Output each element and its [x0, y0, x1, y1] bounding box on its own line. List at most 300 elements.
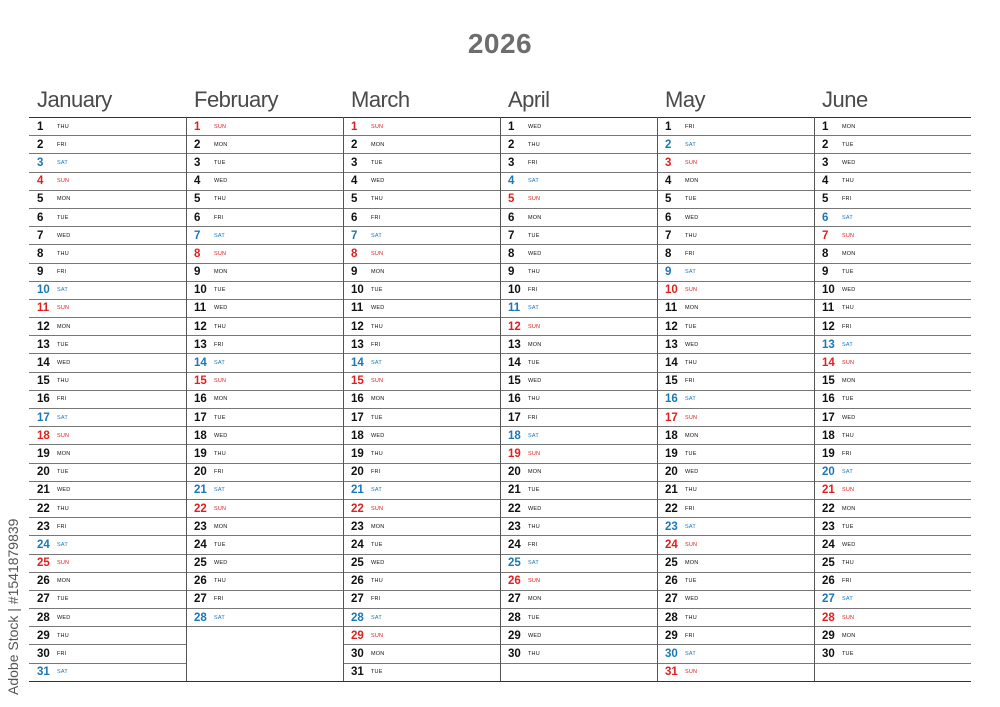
day-row [343, 464, 500, 482]
day-row [814, 154, 971, 172]
day-row [814, 173, 971, 191]
day-row [500, 445, 657, 463]
day-of-week: SUN [842, 487, 855, 494]
day-number: 9 [351, 266, 358, 279]
day-number: 18 [351, 429, 364, 442]
day-number: 7 [37, 229, 44, 242]
day-of-week: WED [214, 560, 228, 567]
day-row [29, 282, 186, 300]
day-row [186, 500, 343, 518]
day-number: 6 [194, 211, 201, 224]
day-row [814, 427, 971, 445]
day-number: 31 [351, 666, 364, 679]
day-row [814, 445, 971, 463]
day-of-week: THU [528, 141, 540, 148]
day-row [657, 336, 814, 354]
day-of-week: FRI [685, 250, 695, 257]
day-number: 28 [822, 611, 835, 624]
day-row [186, 227, 343, 245]
day-number: 5 [508, 193, 515, 206]
day-number: 30 [822, 648, 835, 661]
day-of-week: TUE [57, 469, 69, 476]
day-number: 19 [351, 447, 364, 460]
day-of-week: THU [214, 578, 226, 585]
day-number: 25 [508, 557, 521, 570]
day-number: 9 [37, 266, 44, 279]
day-row [186, 336, 343, 354]
day-row [29, 591, 186, 609]
day-row [343, 191, 500, 209]
day-of-week: SUN [371, 250, 384, 257]
day-number: 26 [37, 575, 50, 588]
day-number: 12 [665, 320, 678, 333]
day-number: 21 [665, 484, 678, 497]
day-row [343, 427, 500, 445]
day-of-week: SAT [214, 360, 225, 367]
day-row [814, 136, 971, 154]
month-name: May [665, 87, 706, 112]
day-of-week: MON [842, 123, 856, 130]
day-number: 16 [822, 393, 835, 406]
day-of-week: TUE [685, 323, 697, 330]
day-of-week: MON [57, 323, 71, 330]
day-number: 10 [37, 284, 50, 297]
day-of-week: FRI [57, 141, 67, 148]
day-number: 28 [37, 611, 50, 624]
day-number: 15 [351, 375, 364, 388]
day-row [500, 555, 657, 573]
day-row [186, 300, 343, 318]
day-of-week: FRI [842, 196, 852, 203]
day-of-week: WED [371, 560, 385, 567]
day-of-week: SAT [842, 469, 853, 476]
day-row [500, 282, 657, 300]
day-of-week: THU [842, 178, 854, 185]
day-row [814, 354, 971, 372]
day-number: 15 [194, 375, 207, 388]
day-number: 20 [194, 466, 207, 479]
day-number: 2 [508, 138, 515, 151]
day-row [657, 645, 814, 663]
day-of-week: TUE [214, 287, 226, 294]
day-number: 4 [508, 175, 515, 188]
day-of-week: SUN [57, 432, 70, 439]
day-number: 7 [351, 229, 358, 242]
day-of-week: SUN [214, 123, 227, 130]
day-row [186, 354, 343, 372]
day-of-week: SUN [214, 505, 227, 512]
day-row [657, 136, 814, 154]
day-of-week: FRI [214, 341, 224, 348]
day-of-week: SAT [57, 159, 68, 166]
day-of-week: WED [57, 487, 71, 494]
day-of-week: THU [685, 360, 697, 367]
day-row [343, 154, 500, 172]
column-divider [814, 117, 815, 681]
day-of-week: SAT [842, 596, 853, 603]
day-of-week: TUE [371, 414, 383, 421]
day-of-week: TUE [528, 614, 540, 621]
day-number: 10 [194, 284, 207, 297]
month-name: January [37, 87, 112, 112]
column-divider [186, 117, 187, 681]
day-row [186, 373, 343, 391]
day-of-week: WED [685, 596, 699, 603]
day-number: 1 [665, 120, 672, 133]
day-of-week: FRI [528, 287, 538, 294]
day-row [500, 300, 657, 318]
day-number: 2 [665, 138, 672, 151]
day-of-week: TUE [528, 232, 540, 239]
month-column-march [343, 87, 500, 683]
day-number: 6 [822, 211, 829, 224]
day-row [343, 518, 500, 536]
day-of-week: SUN [842, 360, 855, 367]
day-of-week: MON [214, 396, 228, 403]
day-number: 16 [194, 393, 207, 406]
day-number: 11 [665, 302, 678, 315]
day-number: 8 [665, 247, 672, 260]
day-list [29, 117, 186, 682]
day-number: 24 [37, 538, 50, 551]
day-row [29, 409, 186, 427]
day-row [500, 118, 657, 136]
day-number: 8 [508, 247, 515, 260]
day-number: 18 [822, 429, 835, 442]
day-of-week: TUE [371, 159, 383, 166]
day-of-week: THU [57, 378, 69, 385]
day-of-week: WED [371, 432, 385, 439]
day-number: 15 [508, 375, 521, 388]
day-row [657, 482, 814, 500]
day-row [186, 136, 343, 154]
day-row [500, 173, 657, 191]
day-number: 22 [508, 502, 521, 515]
day-number: 22 [194, 502, 207, 515]
day-number: 12 [194, 320, 207, 333]
day-number: 18 [37, 429, 50, 442]
day-row [343, 227, 500, 245]
day-row [29, 336, 186, 354]
day-number: 24 [822, 538, 835, 551]
day-of-week: THU [842, 432, 854, 439]
day-of-week: MON [842, 378, 856, 385]
day-row [343, 664, 500, 682]
day-of-week: SUN [842, 614, 855, 621]
day-of-week: WED [528, 632, 542, 639]
day-of-week: FRI [57, 269, 67, 276]
day-of-week: FRI [214, 596, 224, 603]
day-row [500, 482, 657, 500]
day-of-week: WED [685, 214, 699, 221]
day-number: 24 [508, 538, 521, 551]
day-of-week: WED [842, 159, 856, 166]
day-number: 29 [665, 629, 678, 642]
day-row [500, 627, 657, 645]
day-row [343, 318, 500, 336]
day-row [343, 209, 500, 227]
day-number: 11 [508, 302, 521, 315]
day-number: 16 [37, 393, 50, 406]
day-of-week: SUN [57, 560, 70, 567]
day-of-week: WED [57, 614, 71, 621]
day-of-week: WED [528, 123, 542, 130]
day-of-week: SUN [685, 669, 698, 676]
day-of-week: SAT [57, 541, 68, 548]
day-of-week: SUN [371, 123, 384, 130]
day-row [343, 391, 500, 409]
day-of-week: TUE [842, 396, 854, 403]
day-of-week: THU [371, 450, 383, 457]
day-number: 28 [351, 611, 364, 624]
day-number: 11 [822, 302, 835, 315]
month-column-april [500, 87, 657, 683]
day-row [29, 227, 186, 245]
day-list [186, 117, 343, 627]
day-number: 26 [351, 575, 364, 588]
day-of-week: TUE [57, 214, 69, 221]
day-row [29, 500, 186, 518]
day-row [343, 136, 500, 154]
day-of-week: MON [371, 396, 385, 403]
day-of-week: SUN [214, 250, 227, 257]
day-row [657, 318, 814, 336]
day-of-week: FRI [57, 651, 67, 658]
day-number: 27 [822, 593, 835, 606]
day-of-week: SAT [685, 141, 696, 148]
day-number: 27 [665, 593, 678, 606]
day-number: 2 [37, 138, 44, 151]
day-number: 23 [37, 520, 50, 533]
day-row [814, 482, 971, 500]
day-number: 30 [351, 648, 364, 661]
day-row [29, 445, 186, 463]
day-of-week: WED [57, 232, 71, 239]
day-row [657, 445, 814, 463]
day-of-week: FRI [214, 469, 224, 476]
day-number: 28 [665, 611, 678, 624]
day-row [657, 500, 814, 518]
day-number: 29 [351, 629, 364, 642]
day-row [657, 518, 814, 536]
day-number: 25 [194, 557, 207, 570]
day-number: 30 [37, 648, 50, 661]
day-number: 17 [665, 411, 678, 424]
day-row [29, 627, 186, 645]
day-row [29, 664, 186, 682]
day-row [186, 318, 343, 336]
day-number: 8 [351, 247, 358, 260]
day-row [29, 191, 186, 209]
day-of-week: WED [528, 378, 542, 385]
day-list [657, 117, 814, 682]
day-number: 20 [822, 466, 835, 479]
day-row [814, 300, 971, 318]
day-row [500, 536, 657, 554]
day-row [186, 409, 343, 427]
day-row [500, 318, 657, 336]
day-of-week: MON [842, 632, 856, 639]
day-number: 2 [822, 138, 829, 151]
day-row [814, 318, 971, 336]
day-of-week: FRI [842, 578, 852, 585]
day-number: 4 [194, 175, 201, 188]
day-number: 5 [822, 193, 829, 206]
day-number: 1 [351, 120, 358, 133]
day-of-week: TUE [371, 669, 383, 676]
day-row [343, 627, 500, 645]
day-of-week: THU [57, 505, 69, 512]
day-number: 11 [351, 302, 364, 315]
day-row [29, 154, 186, 172]
day-row [343, 445, 500, 463]
day-number: 22 [351, 502, 364, 515]
day-number: 24 [194, 538, 207, 551]
day-row [343, 482, 500, 500]
month-name: April [508, 87, 550, 112]
day-row [343, 336, 500, 354]
day-of-week: MON [57, 196, 71, 203]
day-number: 23 [822, 520, 835, 533]
day-of-week: THU [528, 523, 540, 530]
day-of-week: WED [842, 541, 856, 548]
day-of-week: MON [685, 305, 699, 312]
day-row [29, 136, 186, 154]
day-number: 5 [665, 193, 672, 206]
day-of-week: TUE [842, 269, 854, 276]
day-of-week: FRI [685, 632, 695, 639]
day-number: 23 [665, 520, 678, 533]
day-of-week: THU [842, 560, 854, 567]
day-row [814, 573, 971, 591]
day-row [500, 427, 657, 445]
day-of-week: TUE [57, 596, 69, 603]
day-row [814, 464, 971, 482]
day-number: 18 [194, 429, 207, 442]
day-number: 3 [37, 156, 44, 169]
day-row [500, 264, 657, 282]
day-of-week: WED [685, 469, 699, 476]
day-row [814, 555, 971, 573]
day-of-week: MON [685, 432, 699, 439]
day-of-week: SUN [57, 178, 70, 185]
day-of-week: FRI [842, 450, 852, 457]
day-row [814, 245, 971, 263]
day-number: 4 [822, 175, 829, 188]
month-name: February [194, 87, 279, 112]
month-name: March [351, 87, 410, 112]
day-number: 15 [37, 375, 50, 388]
day-number: 1 [508, 120, 515, 133]
day-of-week: WED [214, 305, 228, 312]
day-of-week: FRI [685, 123, 695, 130]
day-row [343, 536, 500, 554]
day-of-week: SUN [685, 414, 698, 421]
day-of-week: SUN [685, 287, 698, 294]
day-of-week: MON [842, 505, 856, 512]
day-row [29, 609, 186, 627]
day-of-week: WED [371, 305, 385, 312]
day-number: 4 [665, 175, 672, 188]
day-row [500, 409, 657, 427]
day-number: 7 [822, 229, 829, 242]
day-of-week: WED [842, 287, 856, 294]
day-number: 23 [508, 520, 521, 533]
day-number: 29 [822, 629, 835, 642]
day-row [500, 518, 657, 536]
day-row [343, 173, 500, 191]
day-row [500, 464, 657, 482]
day-of-week: SAT [528, 432, 539, 439]
day-row [814, 209, 971, 227]
day-number: 14 [665, 357, 678, 370]
day-number: 21 [37, 484, 50, 497]
day-of-week: SUN [528, 323, 541, 330]
day-number: 8 [822, 247, 829, 260]
day-row [29, 391, 186, 409]
day-of-week: SAT [685, 396, 696, 403]
day-number: 19 [665, 447, 678, 460]
day-row [186, 391, 343, 409]
day-of-week: TUE [842, 651, 854, 658]
day-number: 5 [351, 193, 358, 206]
day-row [29, 300, 186, 318]
day-of-week: SUN [685, 159, 698, 166]
day-row [29, 555, 186, 573]
day-number: 18 [508, 429, 521, 442]
day-row [500, 245, 657, 263]
day-row [186, 154, 343, 172]
day-row [29, 173, 186, 191]
day-row [657, 464, 814, 482]
day-number: 22 [822, 502, 835, 515]
day-number: 13 [822, 338, 835, 351]
day-row [343, 591, 500, 609]
day-of-week: MON [528, 341, 542, 348]
day-of-week: SAT [842, 341, 853, 348]
day-row [500, 609, 657, 627]
day-number: 12 [508, 320, 521, 333]
day-row [29, 573, 186, 591]
day-row [29, 645, 186, 663]
day-of-week: SUN [371, 505, 384, 512]
day-of-week: SAT [57, 414, 68, 421]
day-number: 22 [37, 502, 50, 515]
day-number: 3 [508, 156, 515, 169]
day-of-week: FRI [685, 505, 695, 512]
day-row [186, 609, 343, 627]
day-of-week: MON [57, 578, 71, 585]
day-number: 8 [37, 247, 44, 260]
day-row [814, 191, 971, 209]
day-of-week: SAT [842, 214, 853, 221]
day-of-week: TUE [528, 487, 540, 494]
day-row [186, 464, 343, 482]
day-row [814, 336, 971, 354]
day-of-week: THU [214, 196, 226, 203]
stock-watermark-text: Adobe Stock | #1541879839 [5, 518, 21, 695]
day-number: 25 [665, 557, 678, 570]
day-number: 29 [37, 629, 50, 642]
day-row [186, 209, 343, 227]
day-number: 13 [37, 338, 50, 351]
day-row [29, 209, 186, 227]
day-of-week: MON [371, 269, 385, 276]
day-row [657, 191, 814, 209]
day-number: 18 [665, 429, 678, 442]
day-row [29, 373, 186, 391]
day-of-week: FRI [685, 378, 695, 385]
